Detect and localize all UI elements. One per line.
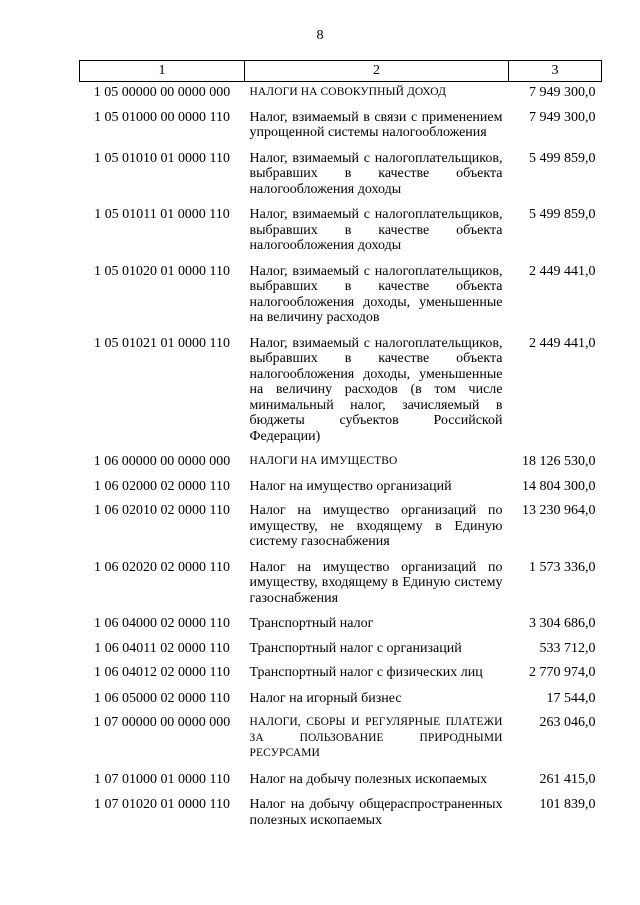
row-code: 1 06 04012 02 0000 110 bbox=[94, 665, 230, 680]
row-value: 101 839,0 bbox=[539, 797, 596, 812]
row-name: Налог на имущество организаций по имуществу, входящему в Единую систему газоснабжения bbox=[249, 559, 503, 606]
row-code: 1 06 04000 02 0000 110 bbox=[94, 616, 230, 631]
row-name: Налог, взимаемый с налогоплательщиков, выбравших в качестве объекта налогообложения доходы, уменьшенные на величину расходов (в том числе минимальный налог, зачисляемый в бюджеты субъектов Российской Федерации) bbox=[249, 335, 503, 444]
row-value: 17 544,0 bbox=[546, 690, 596, 706]
header-row bbox=[80, 61, 602, 82]
row-name: Налог, взимаемый в связи с применением упрощенной системы налогообложения bbox=[249, 109, 503, 140]
row-value: 7 949 300,0 bbox=[529, 85, 596, 100]
row-code: 1 06 02010 02 0000 110 bbox=[94, 503, 230, 518]
row-name: НАЛОГИ НА ИМУЩЕСТВО bbox=[249, 455, 398, 467]
table-row bbox=[80, 451, 602, 476]
budget-table bbox=[79, 60, 602, 828]
row-name: Налог на добычу общераспространенных полезных ископаемых bbox=[249, 797, 503, 828]
table-row bbox=[80, 638, 602, 663]
row-value: 2 449 441,0 bbox=[529, 263, 596, 279]
row-code: 1 05 01020 01 0000 110 bbox=[94, 263, 230, 279]
page-number: 8 bbox=[316, 28, 324, 43]
row-value: 13 230 964,0 bbox=[522, 503, 596, 518]
row-code: 1 06 00000 00 0000 000 bbox=[93, 454, 231, 469]
row-value: 18 126 530,0 bbox=[522, 454, 596, 469]
row-name: Налог на игорный бизнес bbox=[249, 690, 402, 706]
row-value: 1 573 336,0 bbox=[529, 559, 596, 575]
row-code: 1 06 02000 02 0000 110 bbox=[94, 478, 230, 494]
table-row bbox=[80, 476, 602, 501]
header-col-1: 1 bbox=[80, 61, 245, 82]
table-row bbox=[80, 148, 602, 205]
row-value: 2 449 441,0 bbox=[529, 335, 596, 351]
table-row bbox=[80, 769, 602, 795]
header-col-3: 3 bbox=[509, 61, 602, 82]
row-code: 1 07 01020 01 0000 110 bbox=[94, 797, 230, 812]
table-row bbox=[80, 688, 602, 713]
row-name: Налог, взимаемый с налогоплательщиков, выбравших в качестве объекта налогообложения доходы bbox=[249, 150, 503, 197]
row-name: НАЛОГИ НА СОВОКУПНЫЙ ДОХОД bbox=[249, 86, 447, 98]
row-name: Транспортный налог с организаций bbox=[249, 640, 462, 656]
row-code: 1 05 01010 01 0000 110 bbox=[94, 150, 230, 166]
table-row bbox=[80, 794, 602, 828]
row-name: Транспортный налог bbox=[249, 616, 374, 631]
table-row bbox=[80, 204, 602, 261]
row-name: Налог на имущество организаций bbox=[249, 478, 452, 494]
row-value: 5 499 859,0 bbox=[529, 207, 596, 222]
row-name: НАЛОГИ, СБОРЫ И РЕГУЛЯРНЫЕ ПЛАТЕЖИ ЗА ПОЛЬЗОВАНИЕ ПРИРОДНЫМИ РЕСУРСАМИ bbox=[249, 716, 503, 759]
row-code: 1 07 00000 00 0000 000 bbox=[93, 715, 231, 730]
row-value: 7 949 300,0 bbox=[529, 109, 596, 125]
row-code: 1 06 04011 02 0000 110 bbox=[94, 640, 230, 656]
row-code: 1 05 01000 00 0000 110 bbox=[94, 109, 230, 125]
row-code: 1 07 01000 01 0000 110 bbox=[94, 771, 230, 787]
row-code: 1 05 01011 01 0000 110 bbox=[94, 207, 230, 222]
table-row bbox=[80, 500, 602, 557]
table-body bbox=[80, 82, 602, 829]
table-row bbox=[80, 712, 602, 769]
row-code: 1 05 00000 00 0000 000 bbox=[93, 85, 231, 100]
row-name: Налог на имущество организаций по имуществу, не входящему в Единую систему газоснабжения bbox=[249, 503, 503, 549]
row-value: 14 804 300,0 bbox=[522, 478, 596, 494]
row-value: 533 712,0 bbox=[539, 640, 596, 656]
table-row bbox=[80, 662, 602, 688]
table-row bbox=[80, 107, 602, 148]
row-value: 261 415,0 bbox=[539, 771, 596, 787]
row-name: Налог, взимаемый с налогоплательщиков, выбравших в качестве объекта налогообложения доходы, уменьшенные на величину расходов bbox=[249, 263, 503, 325]
table-row bbox=[80, 557, 602, 614]
row-name: Транспортный налог с физических лиц bbox=[249, 665, 483, 680]
row-code: 1 06 05000 02 0000 110 bbox=[94, 690, 230, 706]
header-col-2: 2 bbox=[245, 61, 509, 82]
table-row bbox=[80, 333, 602, 452]
row-name: Налог на добычу полезных ископаемых bbox=[249, 771, 488, 787]
table-row bbox=[80, 82, 602, 107]
row-code: 1 06 02020 02 0000 110 bbox=[94, 559, 230, 575]
row-value: 2 770 974,0 bbox=[529, 665, 596, 680]
row-value: 5 499 859,0 bbox=[529, 150, 596, 166]
row-value: 263 046,0 bbox=[539, 715, 596, 730]
row-name: Налог, взимаемый с налогоплательщиков, выбравших в качестве объекта налогообложения доходы bbox=[249, 207, 503, 253]
row-value: 3 304 686,0 bbox=[529, 616, 596, 631]
table-header bbox=[80, 61, 602, 82]
table-row bbox=[80, 261, 602, 333]
table-row bbox=[80, 613, 602, 638]
row-code: 1 05 01021 01 0000 110 bbox=[94, 335, 230, 351]
